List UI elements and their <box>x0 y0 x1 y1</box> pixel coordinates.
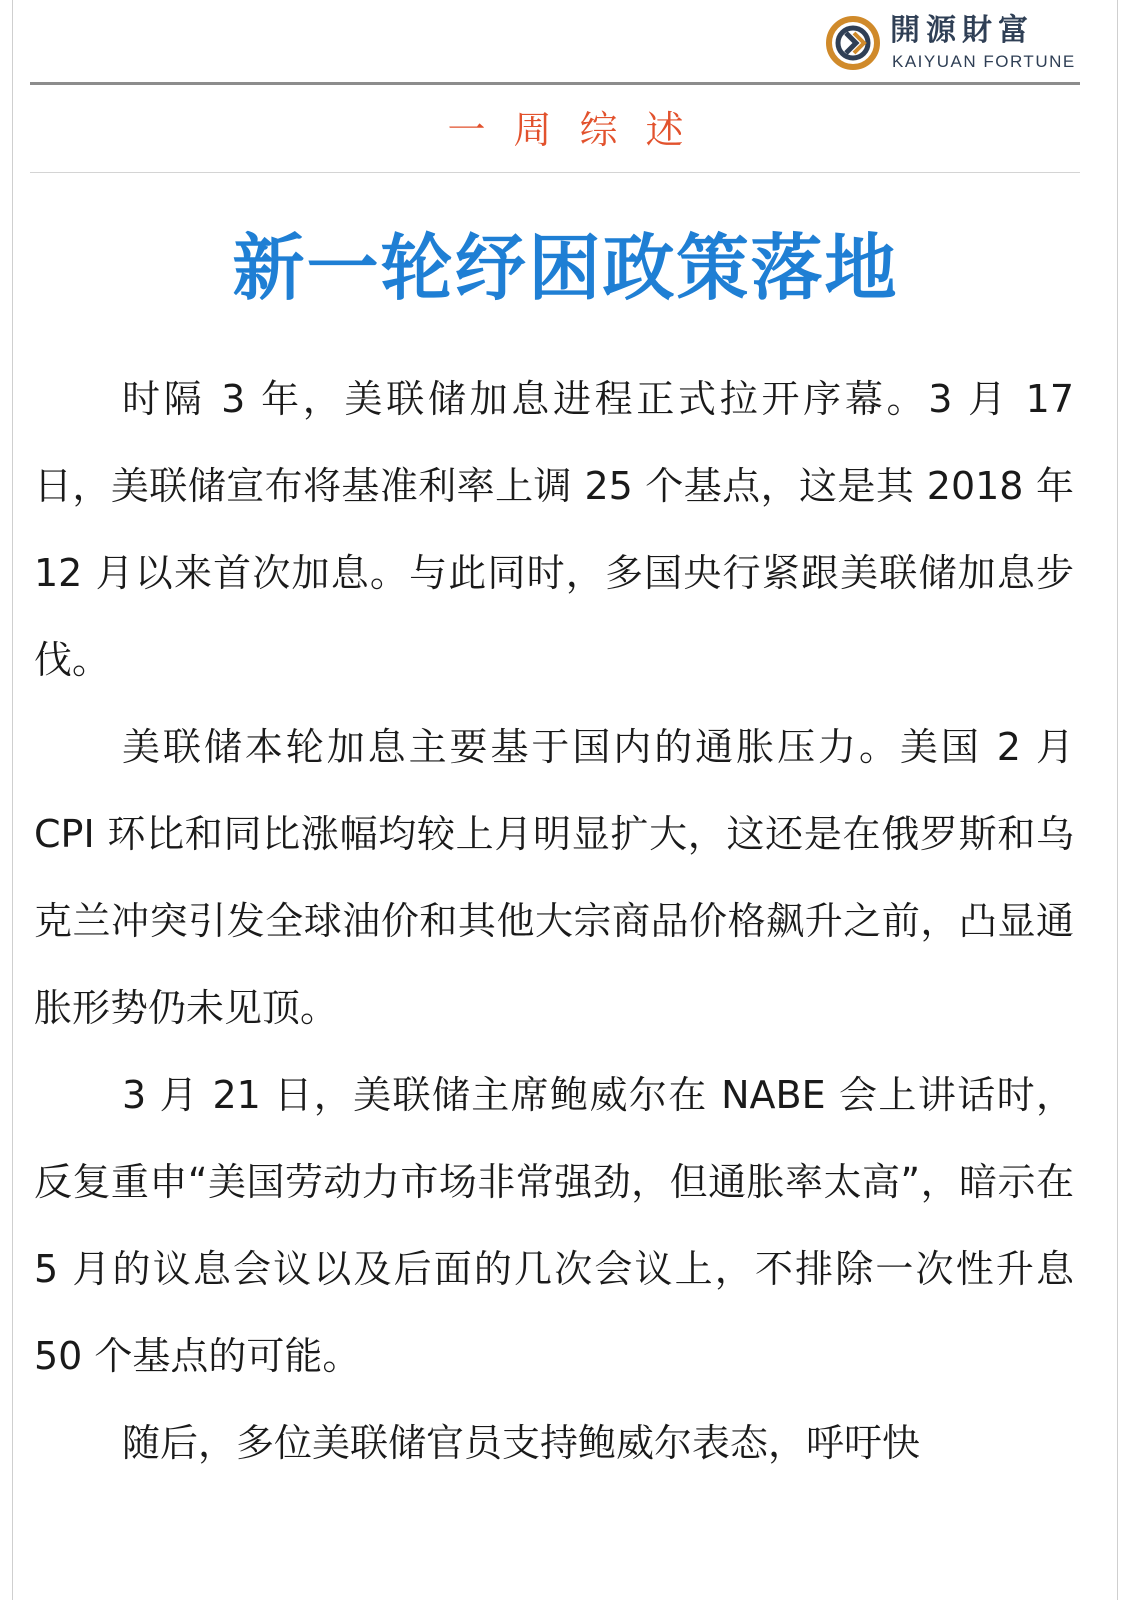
logo-chinese-text: 開源財富 <box>890 13 1034 48</box>
paragraph: 美联储本轮加息主要基于国内的通胀压力。美国 2 月 CPI 环比和同比涨幅均较上月明显扩大，这还是在俄罗斯和乌克兰冲突引发全球油价和其他大宗商品价格飙升之前，凸显通胀形势仍未见顶。 <box>34 725 1074 1030</box>
section-label: 一周综述 <box>447 108 712 152</box>
paragraph: 随后，多位美联储官员支持鲍威尔表态，呼吁快 <box>122 1421 921 1465</box>
kaiyuan-logo-icon <box>826 16 880 70</box>
paragraph: 时隔 3 年，美联储加息进程正式拉开序幕。3 月 17 日，美联储宣布将基准利率上调 25 个基点，这是其 2018 年 12 月以来首次加息。与此同时，多国央行紧跟美联储加息步伐。 <box>34 377 1074 682</box>
section-divider <box>30 172 1080 173</box>
article-body <box>34 356 1074 1487</box>
header-divider <box>30 82 1080 85</box>
brand-logo <box>826 12 1082 74</box>
logo-english-text: KAIYUAN FORTUNE <box>892 52 1076 71</box>
paragraph: 3 月 21 日，美联储主席鲍威尔在 NABE 会上讲话时，反复重申“美国劳动力市场非常强劲，但通胀率太高”，暗示在 5 月的议息会议以及后面的几次会议上，不排除一次性升息 50 个基点的可能。 <box>34 1073 1074 1378</box>
article-headline: 新一轮纾困政策落地 <box>232 226 899 310</box>
